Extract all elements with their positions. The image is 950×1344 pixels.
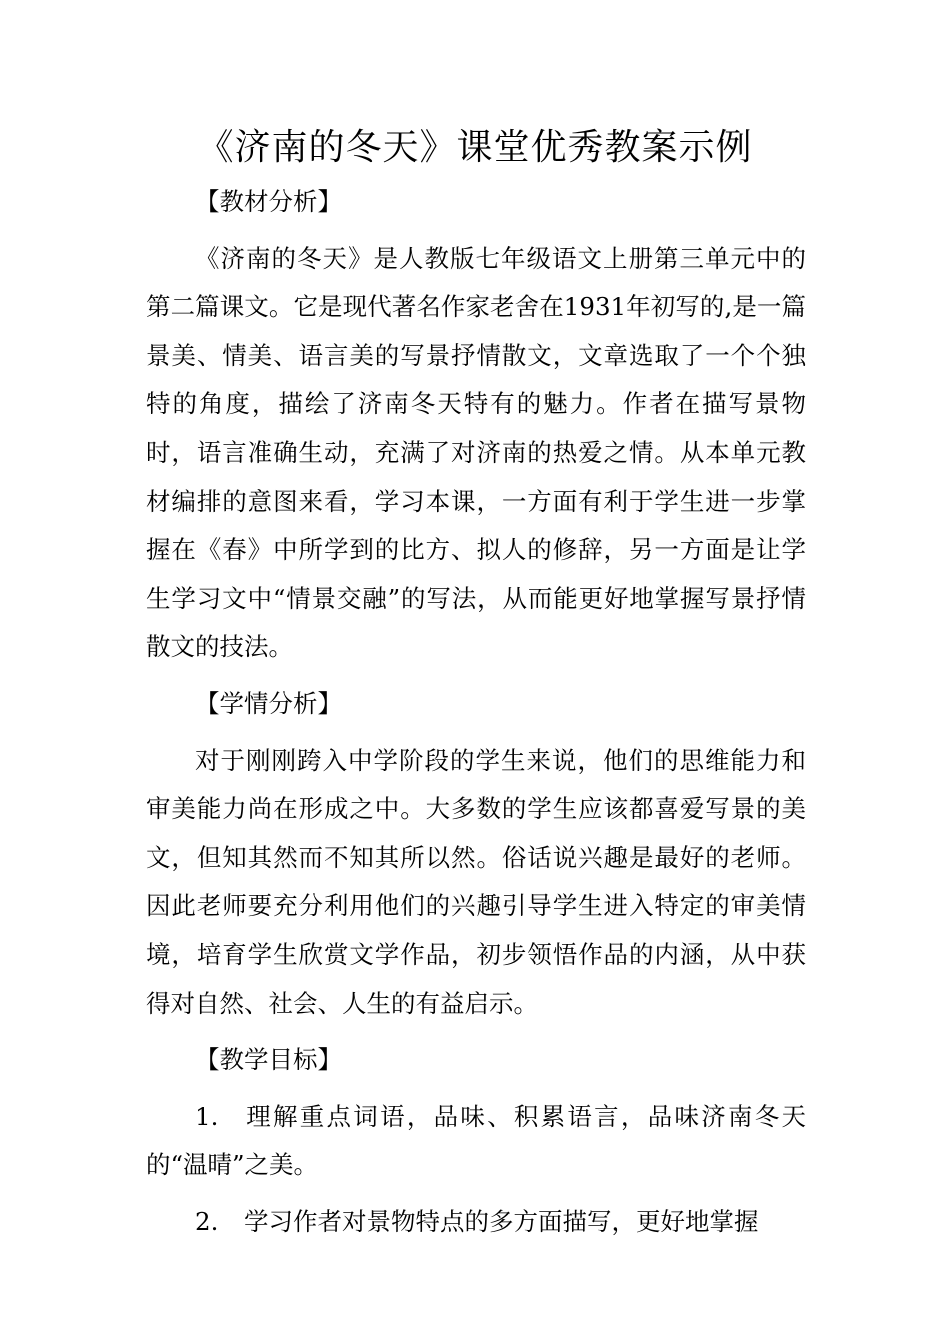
- document-body: [146, 178, 806, 1246]
- list-item-text: 理解重点词语，品味、积累语言，品味济南冬天的“温晴”之美。: [146, 1101, 806, 1180]
- list-item-goal-1: [146, 1093, 806, 1190]
- section-heading-teaching-goals: 【教学目标】: [195, 1045, 342, 1075]
- paragraph-student-analysis: 对于刚刚跨入中学阶段的学生来说，他们的思维能力和审美能力尚在形成之中。大多数的学生应该都喜爱写景的美文，但知其然而不知其所以然。俗话说兴趣是最好的老师。因此老师要充分利用他们的兴趣引导学生进入特定的审美情境，培育学生欣赏文学作品，初步领悟作品的内涵，从中获得对自然、社会、人生的有益启示。: [146, 745, 806, 1018]
- list-item-number: 2.: [195, 1206, 219, 1236]
- list-item-text: 学习作者对景物特点的多方面描写，更好地掌握: [244, 1206, 759, 1236]
- section-heading-textbook-analysis: 【教材分析】: [195, 187, 342, 216]
- list-item-number: 1.: [195, 1101, 219, 1131]
- section-heading-student-analysis: 【学情分析】: [195, 688, 342, 718]
- list-item-goal-2: [146, 1198, 806, 1247]
- document-title: 《济南的冬天》课堂优秀教案示例: [197, 127, 753, 168]
- paragraph-textbook-analysis: 《济南的冬天》是人教版七年级语文上册第三单元中的第二篇课文。它是现代著名作家老舍在1931年初写的,是一篇景美、情美、语言美的写景抒情散文，文章选取了一个个独特的角度，描绘了济南冬天特有的魅力。作者在描写景物时，语言准确生动，充满了对济南的热爱之情。从本单元教材编排的意图来看，学习本课，一方面有利于学生进一步掌握在《春》中所学到的比方、拟人的修辞，另一方面是让学生学习文中“情景交融”的写法，从而能更好地掌握写景抒情散文的技法。: [146, 243, 806, 662]
